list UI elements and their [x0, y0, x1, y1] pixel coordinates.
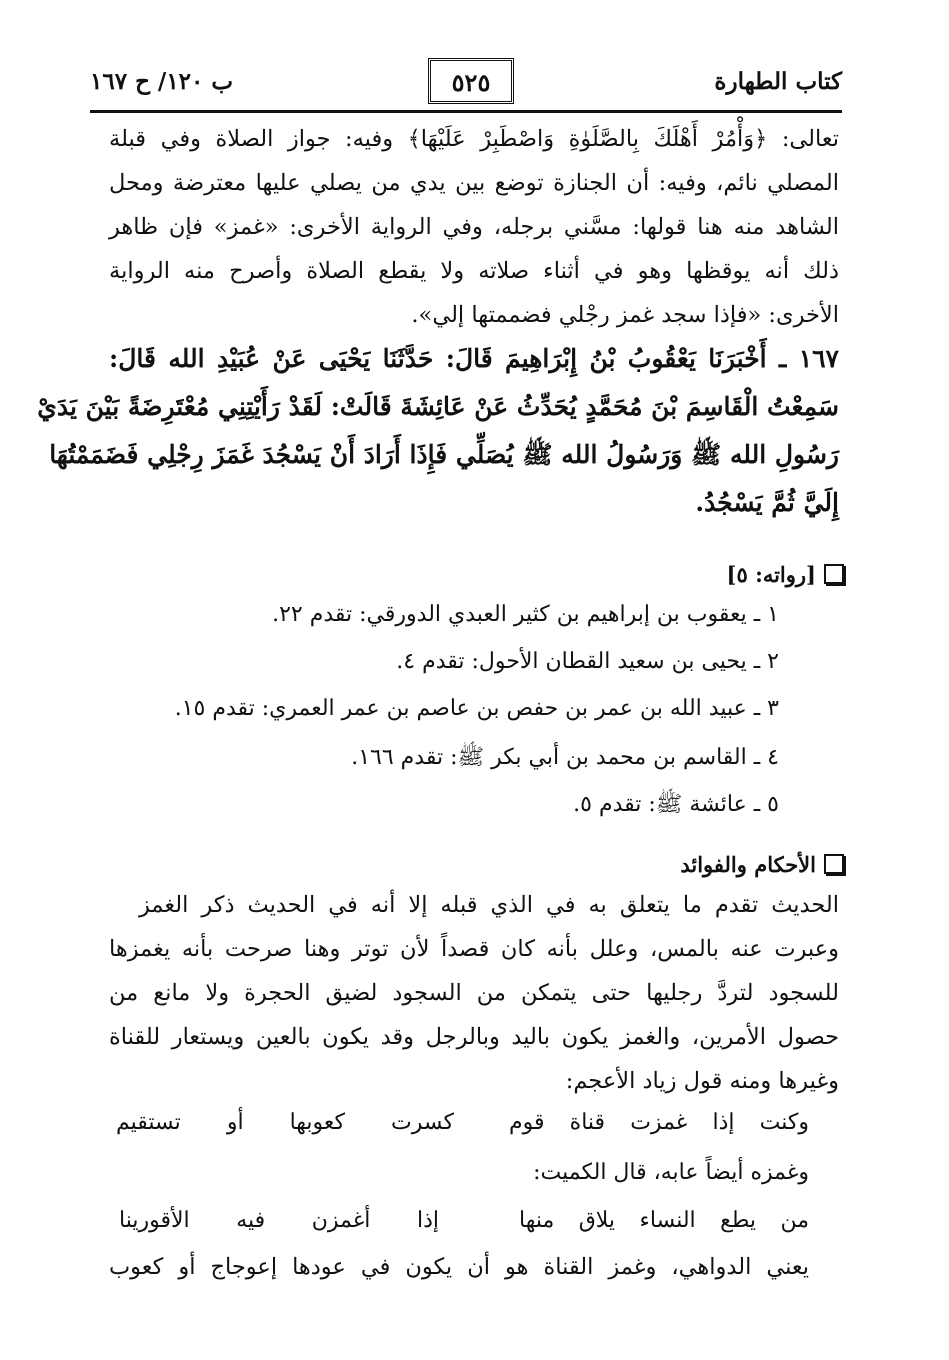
narrator-item: ٥ ـ عائشة ﷺ: تقدم ٥. [573, 792, 779, 817]
narrator-item: ٣ ـ عبيد الله بن عمر بن حفص بن عاصم بن عمر العمري: تقدم ١٥. [174, 696, 779, 721]
rulings-line: وغمزه أيضاً عابه، قال الكميت: [533, 1160, 809, 1185]
intro-line: المصلي نائم، وفيه: أن الجنازة توضع بين يدي من يصلي عليها معترضة ومحل [109, 170, 839, 196]
hadith-line: سَمِعْتُ الْقَاسِمَ بْنَ مُحَمَّدٍ يُحَدِّثُ عَنْ عَائِشَةَ قَالَتْ: لَقَدْ رَأَيْتِنِي مُعْتَرِضَةً بَيْنَ يَدَيْ [37, 392, 839, 421]
verse-1-first-hemistich: وكنت إذا غمزت قناة قوم [509, 1110, 809, 1135]
intro-line: ذلك أنه يوقظها وهو في أثناء صلاته ولا يقطع الصلاة وأصرح منه الرواية [109, 258, 839, 284]
rulings-line: الحديث تقدم ما يتعلق به في الذي قبله إلا أنه في الحديث ذكر الغمز [139, 892, 839, 918]
narrator-item: ١ ـ يعقوب بن إبراهيم بن كثير العبدي الدورقي: تقدم ٢٢. [272, 602, 779, 627]
page-header [90, 58, 842, 112]
book-title: كتاب الطهارة [714, 68, 842, 95]
verse-2-first-hemistich: من يطع النساء يلاق منها [519, 1208, 809, 1233]
header-rule [90, 110, 842, 113]
rulings-heading: الأحكام والفوائد [680, 852, 844, 877]
hadith-line: رَسُولِ الله ﷺ وَرَسُولُ الله ﷺ يُصَلِّي فَإِذَا أَرَادَ أَنْ يَسْجُدَ غَمَزَ رِجْلِي فَضَمَمْتُهَا [49, 440, 839, 469]
intro-line: الأخرى: «فإذا سجد غمز رجْلي فضممتها إلي». [411, 302, 839, 328]
narrator-item: ٤ ـ القاسم بن محمد بن أبي بكر ﷺ: تقدم ١٦٦. [351, 745, 779, 770]
hadith-line: إِلَيَّ ثُمَّ يَسْجُدُ. [695, 488, 839, 517]
rulings-line: يعني الدواهي، وغمز القناة هو أن يكون في عودها إعوجاج أو كعوب [109, 1254, 809, 1280]
rulings-line: وغيرها ومنه قول زياد الأعجم: [565, 1068, 839, 1094]
rulings-line: للسجود لتردَّ رجليها حتى يتمكن من السجود لضيق الحجرة ولا مانع من [109, 980, 839, 1006]
verse-2-second-hemistich: إذا أغمزن فيه الأقورينا [119, 1208, 439, 1233]
verse-1-second-hemistich: كسرت كعوبها أو تستقيم [116, 1110, 454, 1135]
rulings-line: حصول الأمرين، والغمز يكون باليد وبالرجل وقد يكون بالعين ويستعار للقناة [109, 1024, 839, 1050]
page-number: ٥٢٥ [428, 58, 514, 104]
narrator-item: ٢ ـ يحيى بن سعيد القطان الأحول: تقدم ٤. [396, 649, 779, 674]
rulings-line: وعبرت عنه بالمس، وعلل بأنه كان قصداً لأن توتر وهنا صرحت بأنه يغمزها [109, 936, 839, 962]
intro-line: تعالى: ﴿وَأْمُرْ أَهْلَكَ بِالصَّلَوٰةِ وَاصْطَبِرْ عَلَيْهَا﴾ وفيه: جواز الصلاة وفي قبلة [109, 126, 839, 152]
square-bullet-icon [824, 564, 844, 584]
intro-line: الشاهد منه هنا قولها: مسَّني برجله، وفي الرواية الأخرى: «غمز» فإن ظاهر [109, 214, 839, 240]
square-bullet-icon [824, 854, 844, 874]
chapter-reference: ب ١٢٠/ ح ١٦٧ [90, 68, 234, 95]
hadith-line: ١٦٧ ـ أَخْبَرَنَا يَعْقُوبُ بْنُ إِبْرَاهِيمَ قَالَ: حَدَّثَنَا يَحْيَى عَنْ عُبَيْدِ الله قَالَ: [109, 344, 839, 373]
narrators-heading: [رواته: ٥] [727, 562, 844, 587]
